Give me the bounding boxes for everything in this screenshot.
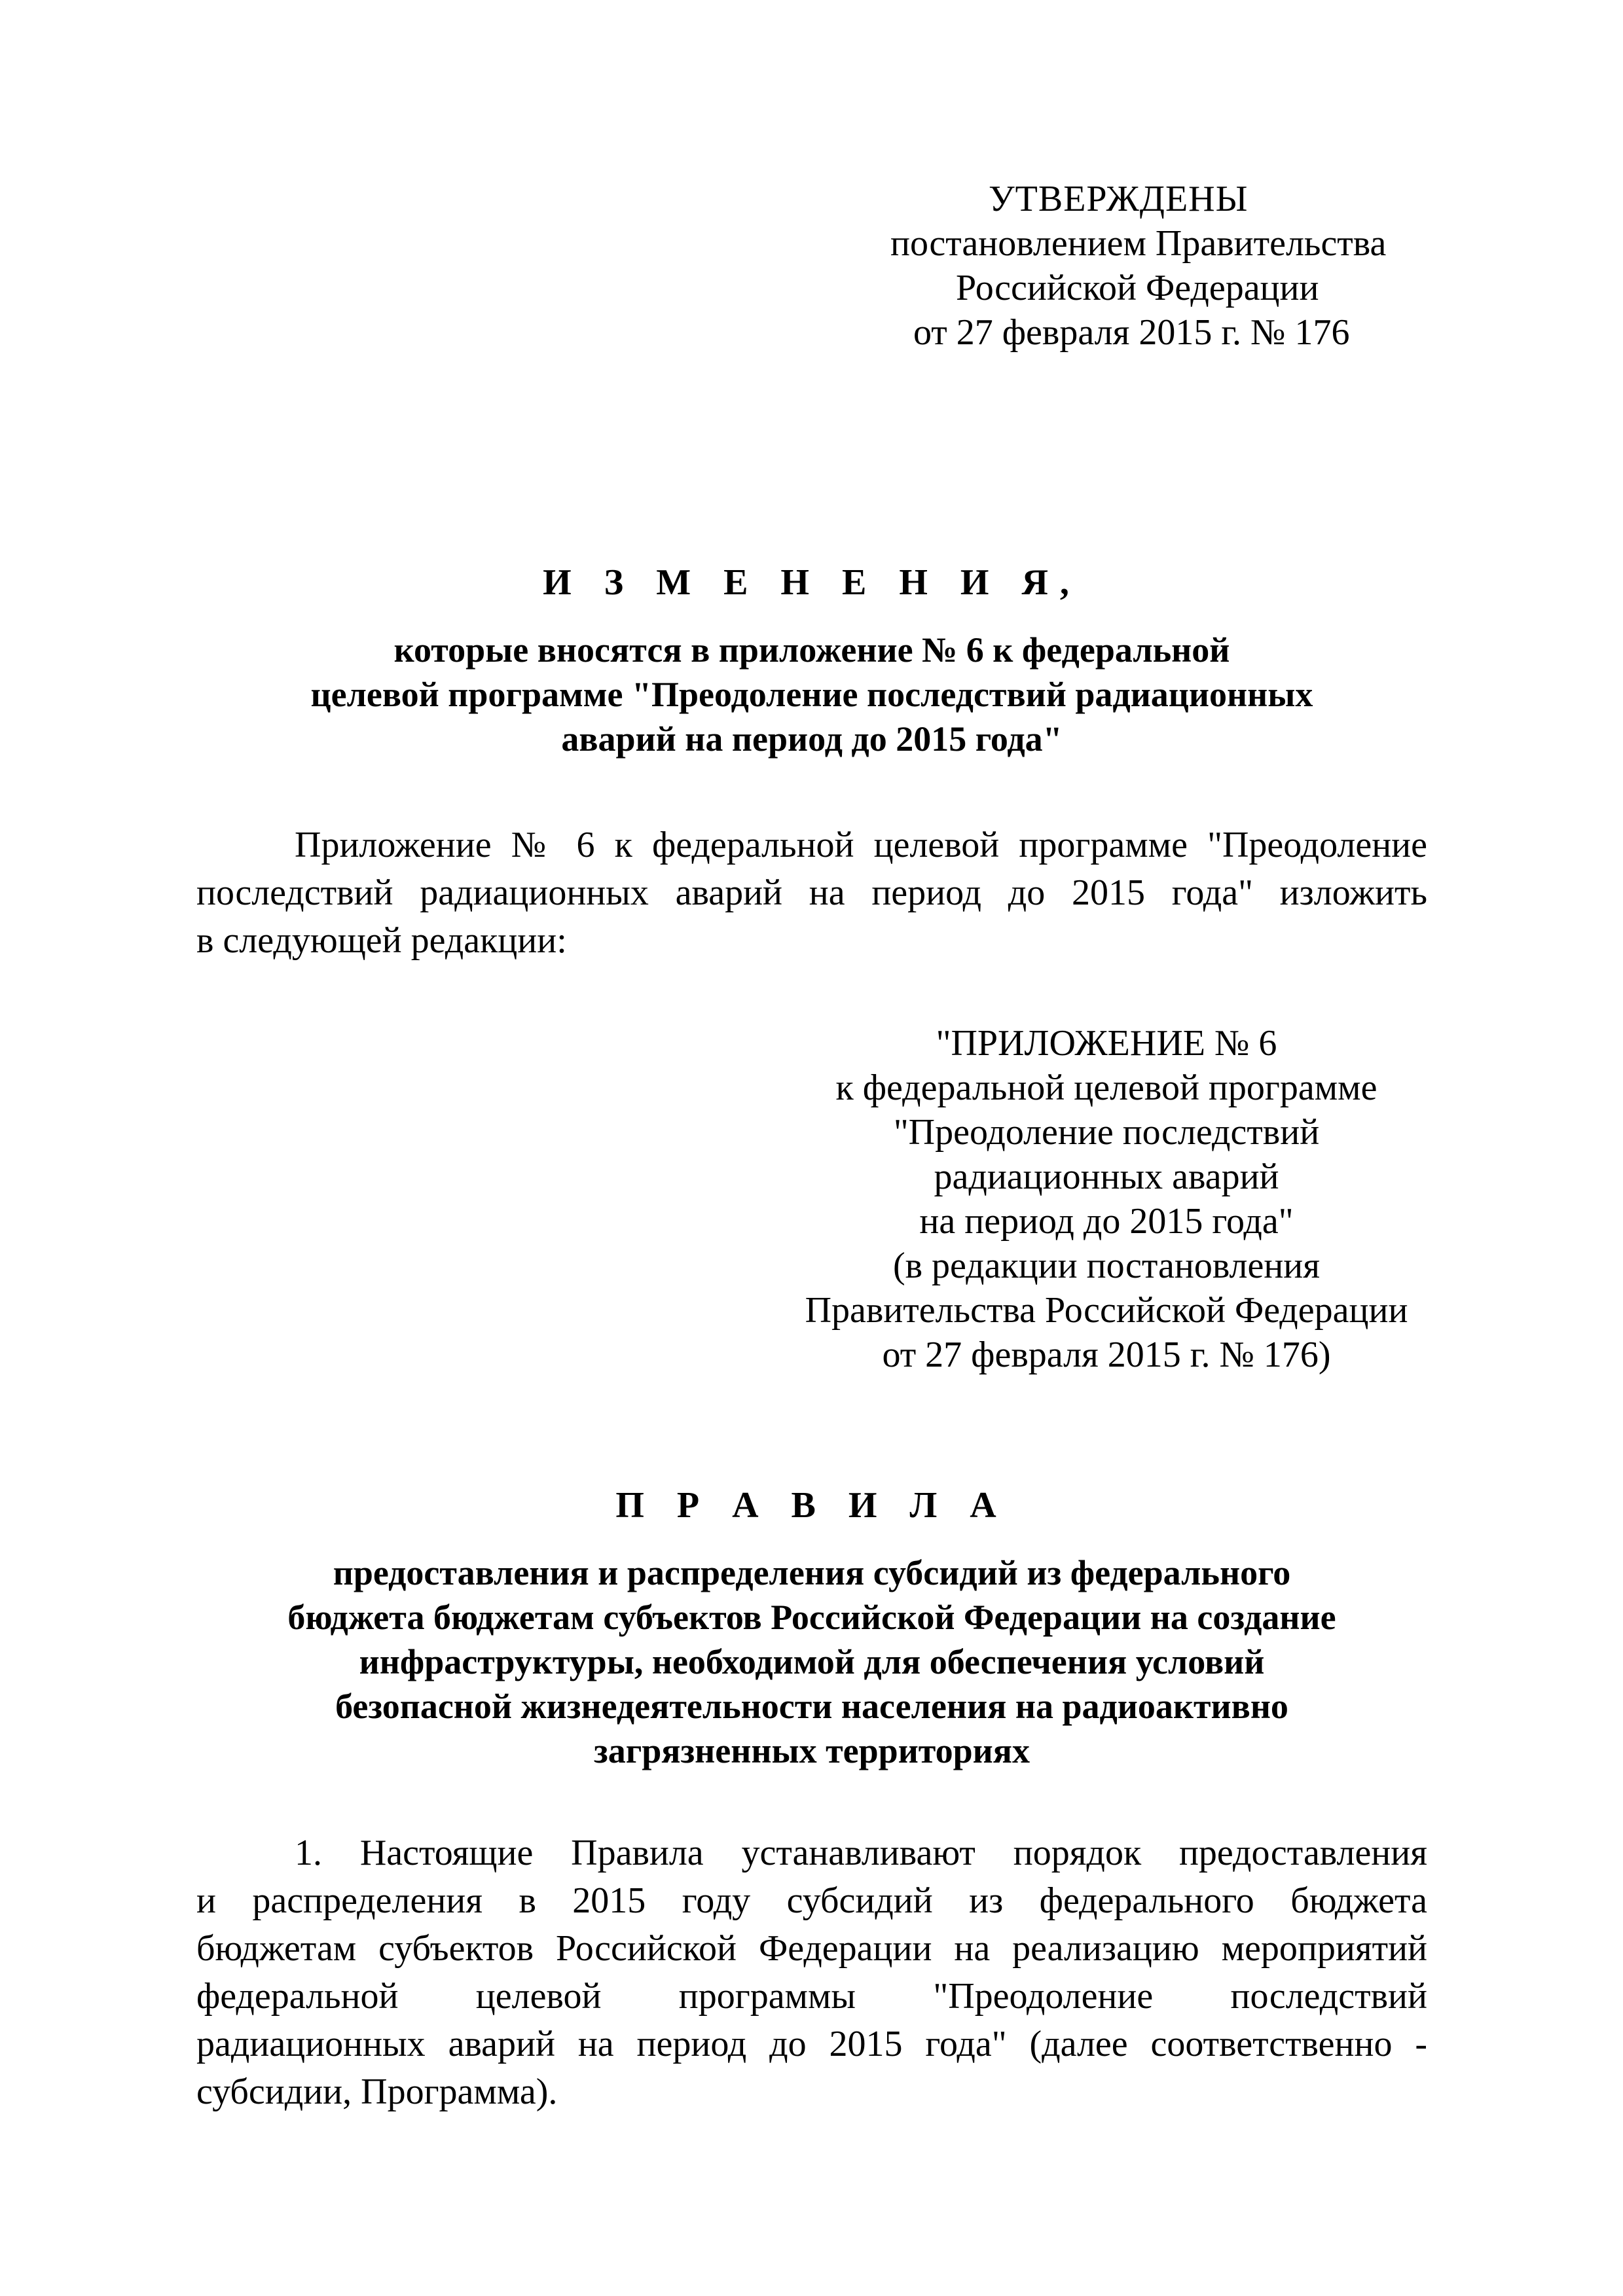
- rules-title: П Р А В И Л А: [615, 1485, 1008, 1526]
- paragraph-line: Приложение № 6 к федеральной целевой программе "Преодоление: [295, 825, 1427, 865]
- rules-heading: [170, 1482, 1453, 1773]
- appendix-line: "ПРИЛОЖЕНИЕ № 6: [936, 1023, 1277, 1064]
- appendix-line: от 27 февраля 2015 г. № 176): [882, 1335, 1331, 1375]
- paragraph-line: бюджетам субъектов Российской Федерации на реализацию мероприятий: [196, 1928, 1427, 1969]
- approval-title: УТВЕРЖДЕНЫ: [989, 179, 1249, 219]
- changes-subtitle-line: которые вносятся в приложение № 6 к федеральной: [393, 630, 1230, 670]
- paragraph-line: 1. Настоящие Правила устанавливают порядок предоставления: [295, 1833, 1427, 1873]
- approval-line-3: от 27 февраля 2015 г. № 176: [913, 312, 1350, 353]
- changes-subtitle-line: аварий на период до 2015 года": [561, 719, 1063, 759]
- appendix-header: [773, 1021, 1440, 1377]
- rules-subtitle: [170, 1551, 1453, 1773]
- rules-subtitle-line: загрязненных территориях: [594, 1731, 1030, 1770]
- changes-subtitle-line: целевой программе "Преодоление последствий радиационных: [310, 675, 1313, 714]
- rules-subtitle-line: инфраструктуры, необходимой для обеспечения условий: [359, 1642, 1265, 1681]
- appendix-line: на период до 2015 года": [919, 1201, 1294, 1242]
- rules-subtitle-line: безопасной жизнедеятельности населения на радиоактивно: [335, 1687, 1288, 1726]
- paragraph-line: в следующей редакции:: [196, 920, 567, 961]
- paragraph-line: федеральной целевой программы "Преодоление последствий: [196, 1976, 1427, 2017]
- approval-stamp: [838, 177, 1623, 355]
- paragraph-line: последствий радиационных аварий на период до 2015 года" изложить: [196, 872, 1427, 913]
- appendix-line: к федеральной целевой программе: [835, 1067, 1377, 1108]
- paragraph-line: субсидии, Программа).: [196, 2072, 558, 2112]
- paragraph-line: и распределения в 2015 году субсидий из федерального бюджета: [196, 1880, 1427, 1921]
- clause-1: [196, 1829, 1427, 2116]
- intro-paragraph: [196, 821, 1427, 965]
- changes-subtitle: [170, 628, 1453, 761]
- approval-line-2: Российской Федерации: [956, 268, 1319, 308]
- appendix-line: (в редакции постановления: [892, 1246, 1321, 1286]
- changes-heading: [170, 560, 1453, 761]
- appendix-line: Правительства Российской Федерации: [805, 1290, 1408, 1331]
- changes-title: И З М Е Н Е Н И Я,: [543, 562, 1081, 603]
- appendix-line: радиационных аварий: [934, 1157, 1279, 1197]
- rules-subtitle-line: бюджета бюджетам субъектов Российской Федерации на создание: [287, 1598, 1336, 1637]
- appendix-line: "Преодоление последствий: [893, 1112, 1320, 1153]
- paragraph-line: радиационных аварий на период до 2015 года" (далее соответственно -: [196, 2024, 1427, 2064]
- approval-line-1: постановлением Правительства: [890, 223, 1387, 264]
- rules-subtitle-line: предоставления и распределения субсидий из федерального: [333, 1553, 1291, 1592]
